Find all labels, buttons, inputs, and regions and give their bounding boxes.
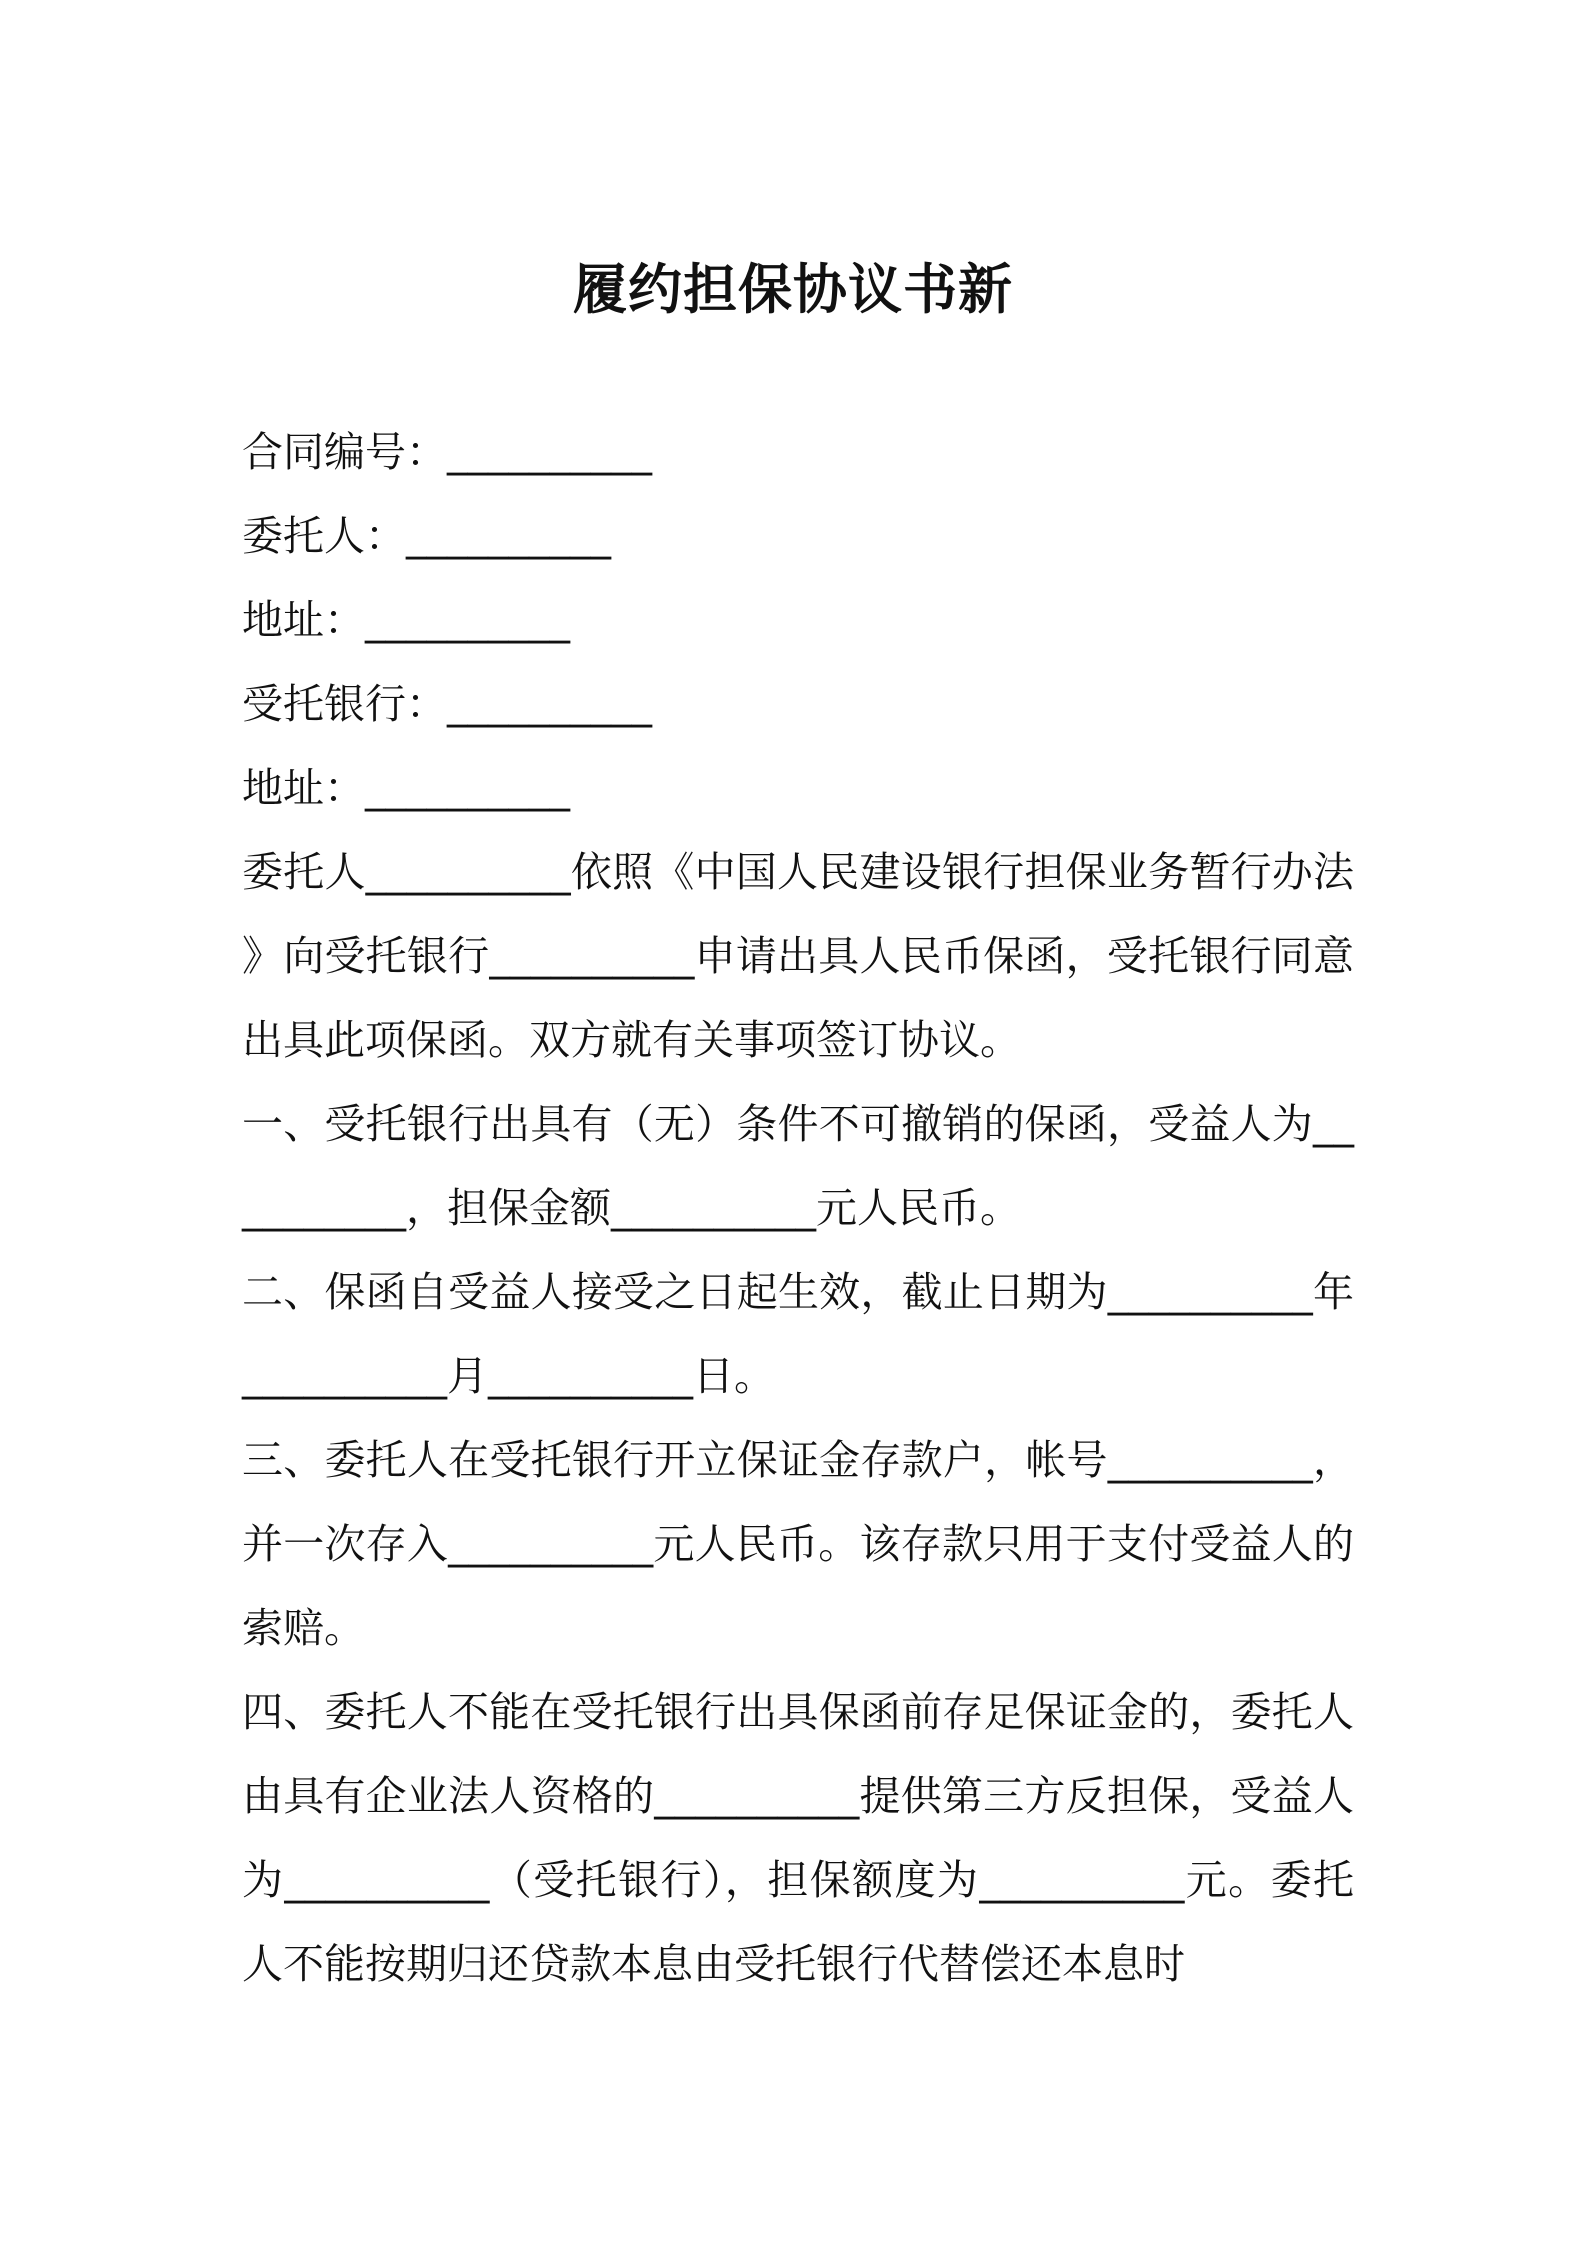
- field-contract-number: 合同编号：__________: [242, 428, 652, 476]
- paragraph-clause-1: 一、受托银行出具有（无）条件不可撤销的保函，受益人为__________，担保金额__________元人民币。: [242, 1100, 1354, 1232]
- field-trustee-bank: 受托银行：__________: [242, 680, 652, 728]
- paragraph-clause-4: 四、委托人不能在受托银行出具保函前存足保证金的，委托人由具有企业法人资格的__________提供第三方反担保，受益人为__________（受托银行），担保额度为__________元。委托人不能按期归还贷款本息由受托银行代替偿还本息时: [242, 1688, 1354, 1988]
- paragraph-intro: 委托人__________依照《中国人民建设银行担保业务暂行办法》向受托银行__________申请出具人民币保函，受托银行同意出具此项保函。双方就有关事项签订协议。: [242, 848, 1354, 1064]
- paragraph-clause-3: 三、委托人在受托银行开立保证金存款户，帐号__________，并一次存入__________元人民币。该存款只用于支付受益人的索赔。: [242, 1436, 1354, 1652]
- document-body: [242, 410, 1354, 2006]
- paragraph-clause-2: 二、保函自受益人接受之日起生效，截止日期为__________年__________月__________日。: [242, 1268, 1354, 1400]
- field-bank-address: 地址：__________: [242, 764, 570, 812]
- field-principal: 委托人：__________: [242, 512, 611, 560]
- document-title: 履约担保协议书新: [573, 258, 1013, 321]
- field-principal-address: 地址：__________: [242, 596, 570, 644]
